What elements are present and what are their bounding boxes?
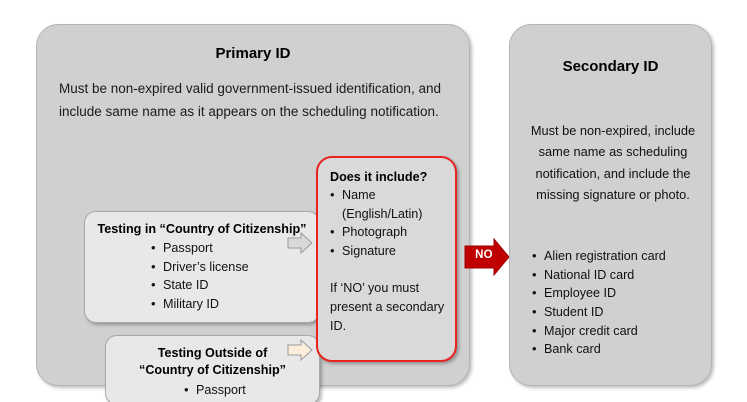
list-item: • Photograph <box>330 223 445 242</box>
list-item: • Signature <box>330 242 445 261</box>
question-box <box>316 156 457 362</box>
list-item: • Major credit card <box>532 322 702 341</box>
question-note: If ‘NO’ you must present a secondary ID. <box>330 280 445 333</box>
secondary-id-title: Secondary ID <box>562 58 659 75</box>
list-item: • National ID card <box>532 266 702 285</box>
list-item: • Name <box>330 186 445 205</box>
secondary-id-panel <box>509 24 712 386</box>
testing-in-country-box <box>84 211 320 323</box>
testing-in-country-heading: Testing in “Country of Citizenship” <box>97 222 307 236</box>
list-item: • Driver’s license <box>151 258 319 277</box>
question-items-list <box>330 186 445 205</box>
list-item: • State ID <box>151 276 319 295</box>
question-items-list-cont <box>330 223 445 261</box>
arrow-to-question-gray <box>287 232 313 254</box>
question-title: Does it include? <box>330 170 428 184</box>
list-item: • Passport <box>184 381 319 400</box>
list-item: • Alien registration card <box>532 247 702 266</box>
secondary-id-list <box>532 247 702 359</box>
list-item: • Military ID <box>151 295 319 314</box>
list-item: • Employee ID <box>532 284 702 303</box>
question-name-sublabel: (English/Latin) <box>342 206 423 221</box>
no-arrow-label: NO <box>475 249 493 261</box>
heading-line-1: Testing Outside of <box>157 346 268 360</box>
primary-id-description: Must be non-expired valid government-issued identification, and include same name as it appears on the scheduling notification. <box>59 81 441 120</box>
testing-outside-country-list <box>184 381 319 400</box>
arrow-to-question-cream <box>287 339 313 361</box>
primary-id-title: Primary ID <box>215 45 291 62</box>
list-item: • Student ID <box>532 303 702 322</box>
heading-line-2: “Country of Citizenship” <box>139 363 286 377</box>
list-item: • Passport <box>151 239 319 258</box>
secondary-id-description: Must be non-expired, include same name as scheduling notification, and include the missing signature or photo. <box>530 123 696 203</box>
list-item: • Bank card <box>532 340 702 359</box>
